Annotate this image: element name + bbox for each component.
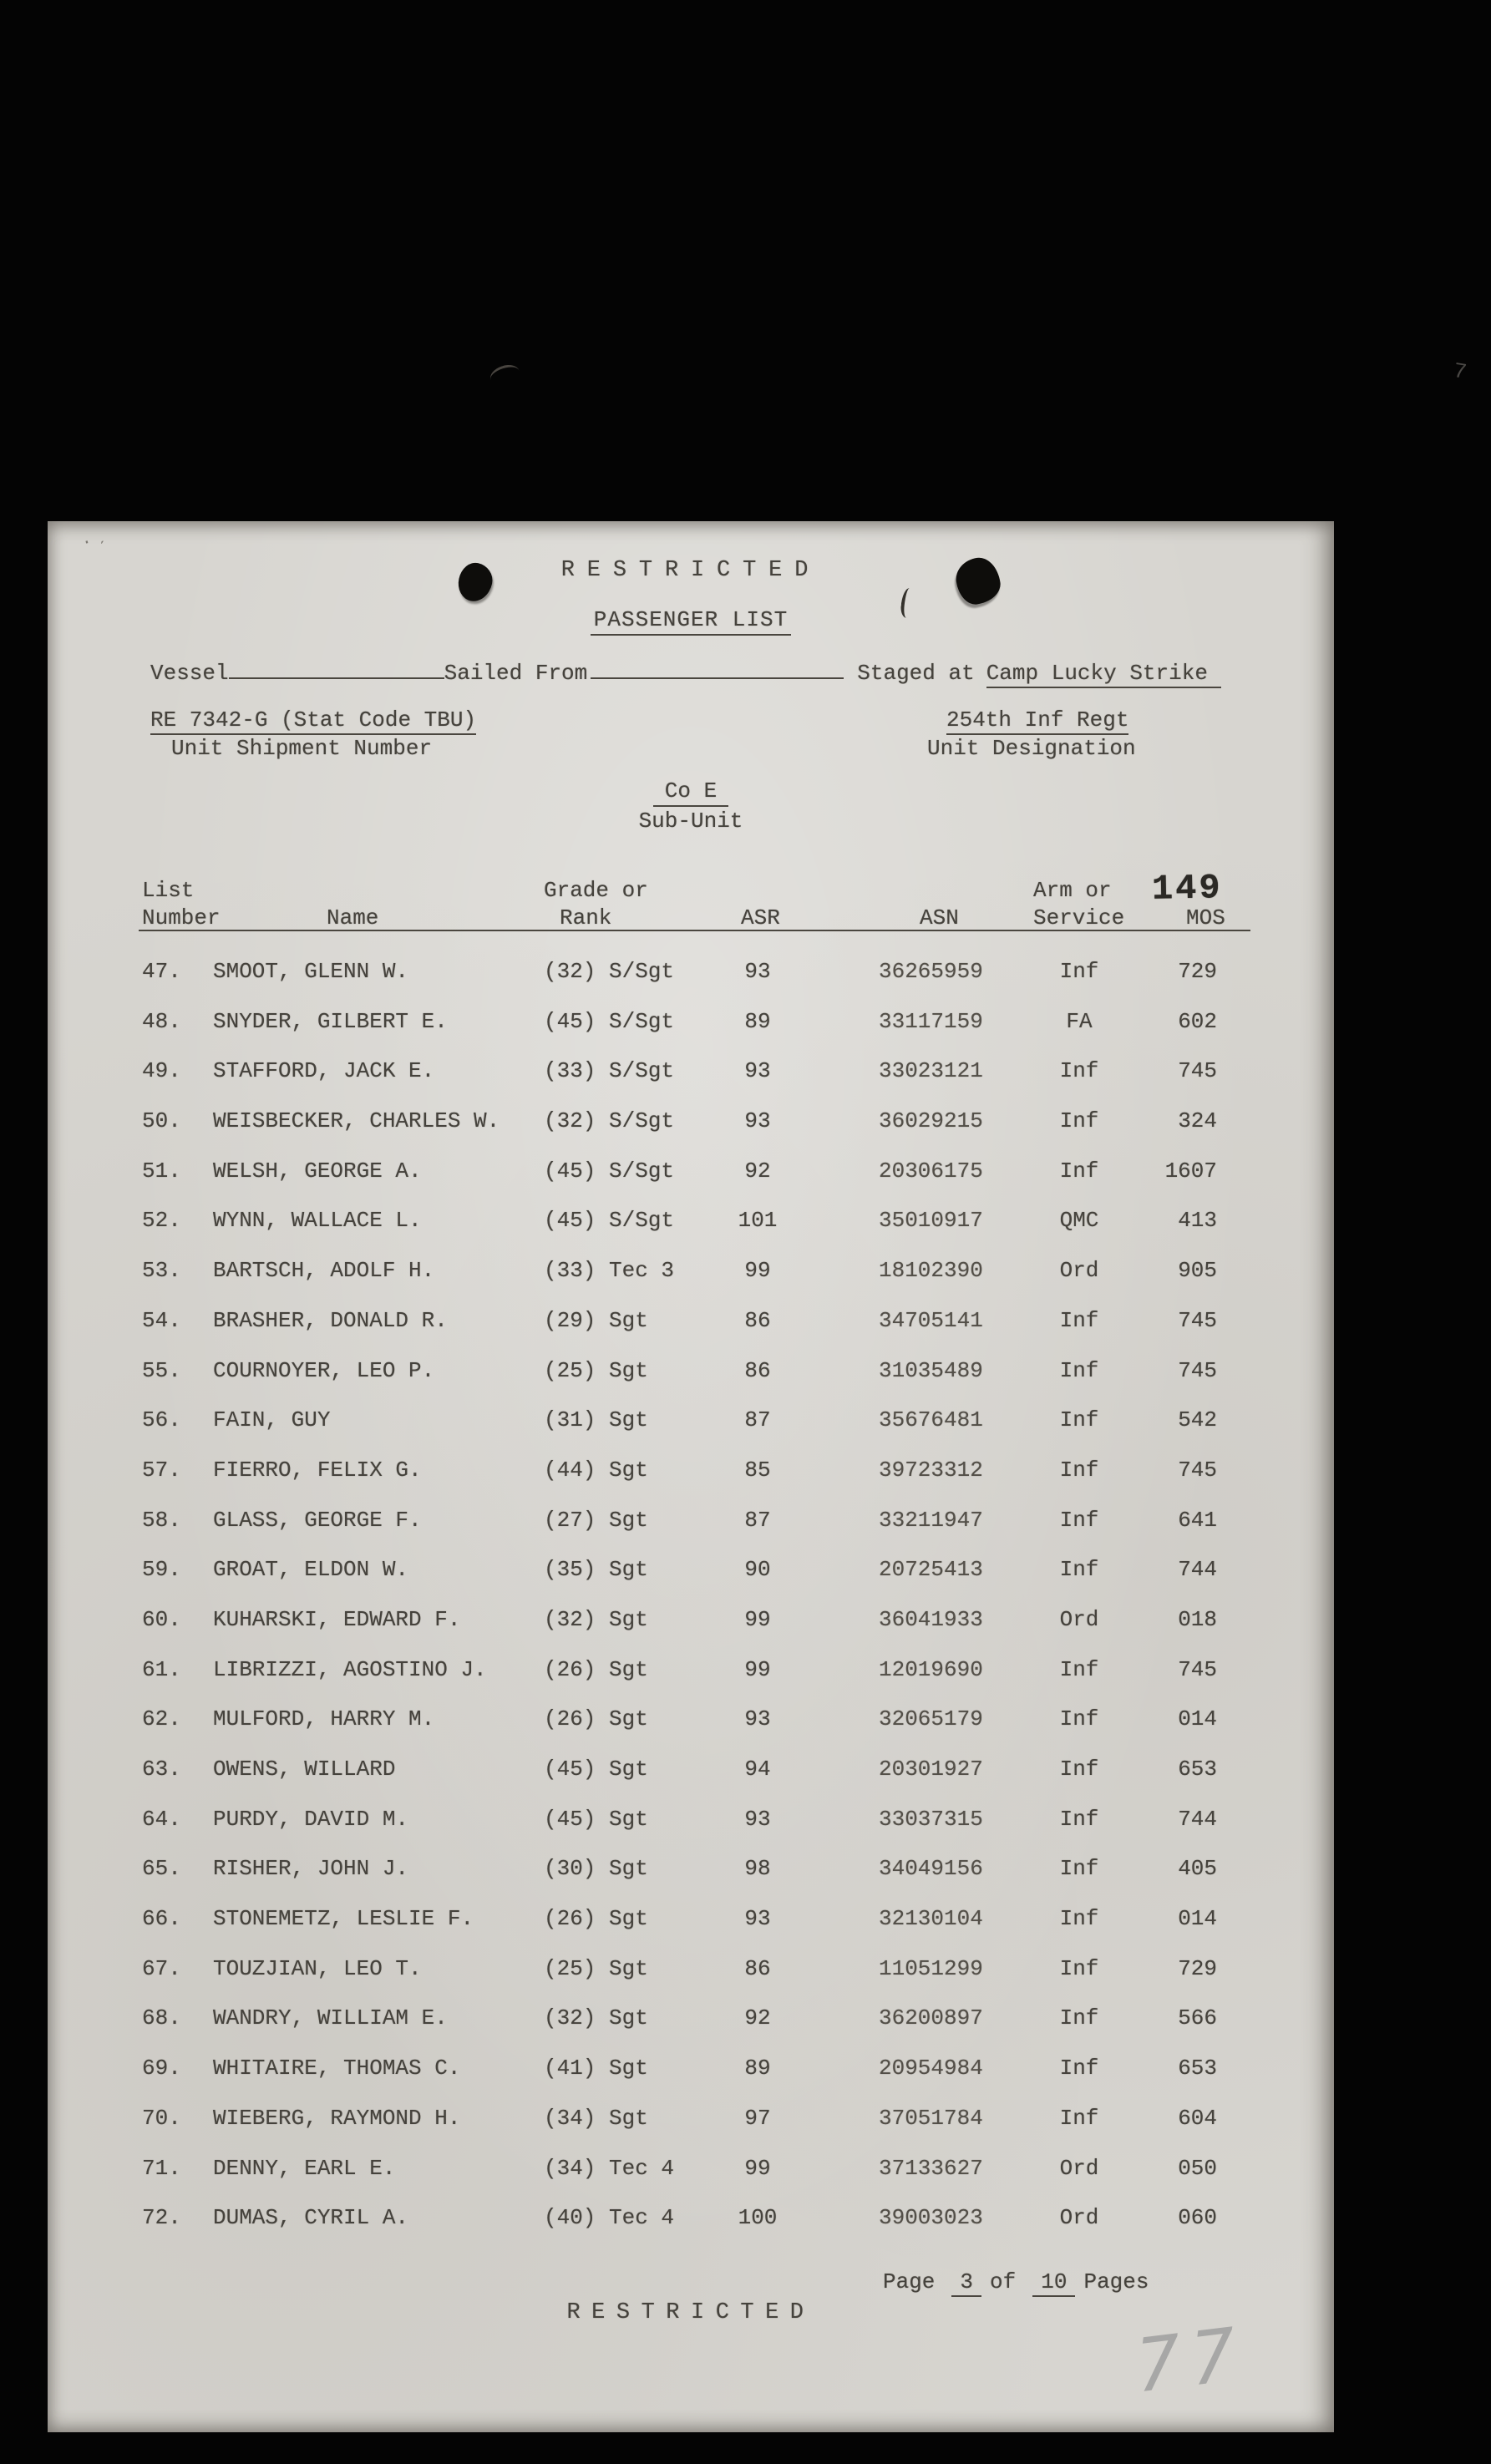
row-mos: 014 <box>1178 1706 1217 1732</box>
table-row <box>48 1701 1334 1752</box>
row-grade-rank: (45) Sgt <box>544 1806 648 1832</box>
row-asn: 39003023 <box>879 2205 983 2231</box>
row-asn: 39723312 <box>879 1457 983 1483</box>
table-row <box>48 954 1334 1004</box>
staged-at-label: Staged at <box>857 661 975 686</box>
row-name: LIBRIZZI, AGOSTINO J. <box>213 1656 487 1682</box>
header-number: Number <box>142 905 221 930</box>
row-list-number: 71. <box>142 2155 181 2181</box>
sailed-from-label: Sailed From <box>444 661 588 686</box>
row-asr: 87 <box>744 1407 771 1433</box>
row-asn: 34705141 <box>879 1307 983 1333</box>
row-grade-rank: (31) Sgt <box>544 1407 648 1433</box>
row-asr: 99 <box>744 1258 771 1284</box>
unit-designation-label: Unit Designation <box>927 736 1136 761</box>
row-mos: 641 <box>1178 1507 1217 1533</box>
total-pages: 10 <box>1032 2269 1075 2297</box>
row-arm-service: Inf <box>1059 1457 1099 1483</box>
row-arm-service: Inf <box>1059 1108 1099 1134</box>
vessel-line <box>150 659 1221 686</box>
row-arm-service: Inf <box>1059 1706 1099 1732</box>
row-asr: 85 <box>744 1457 771 1483</box>
row-asr: 92 <box>744 2005 771 2031</box>
row-asr: 89 <box>744 1008 771 1034</box>
row-list-number: 67. <box>142 1955 181 1981</box>
row-name: COURNOYER, LEO P. <box>213 1357 435 1383</box>
row-grade-rank: (45) Sgt <box>544 1757 648 1782</box>
table-row <box>48 2200 1334 2250</box>
row-asr: 87 <box>744 1507 771 1533</box>
row-asr: 101 <box>738 1208 778 1234</box>
row-mos: 542 <box>1178 1407 1217 1433</box>
document-title: PASSENGER LIST <box>591 607 791 636</box>
row-arm-service: Inf <box>1059 1757 1099 1782</box>
row-grade-rank: (32) Sgt <box>544 2005 648 2031</box>
page-label: Page <box>883 2269 936 2294</box>
row-name: RISHER, JOHN J. <box>213 1856 409 1882</box>
row-mos: 905 <box>1178 1258 1217 1284</box>
page-number: 3 <box>951 2269 981 2297</box>
stamp-number: 149 <box>1151 868 1224 910</box>
row-mos: 729 <box>1178 1955 1217 1981</box>
row-mos: 050 <box>1178 2155 1217 2181</box>
row-list-number: 62. <box>142 1706 181 1732</box>
row-arm-service: Ord <box>1059 1606 1099 1632</box>
row-asn: 37051784 <box>879 2105 983 2131</box>
row-asn: 20725413 <box>879 1557 983 1583</box>
row-asn: 33037315 <box>879 1806 983 1832</box>
table-row <box>48 1652 1334 1702</box>
row-grade-rank: (45) S/Sgt <box>544 1158 675 1184</box>
row-name: WEISBECKER, CHARLES W. <box>213 1108 500 1134</box>
row-list-number: 52. <box>142 1208 181 1234</box>
row-grade-rank: (33) S/Sgt <box>544 1058 675 1084</box>
row-asr: 86 <box>744 1955 771 1981</box>
header-mos: MOS <box>1186 905 1225 930</box>
row-asn: 18102390 <box>879 1258 983 1284</box>
row-grade-rank: (32) S/Sgt <box>544 1108 675 1134</box>
row-grade-rank: (45) S/Sgt <box>544 1208 675 1234</box>
table-row <box>48 1802 1334 1852</box>
table-row <box>48 1103 1334 1153</box>
row-asr: 99 <box>744 1606 771 1632</box>
row-name: FIERRO, FELIX G. <box>213 1457 422 1483</box>
row-list-number: 47. <box>142 959 181 984</box>
row-arm-service: FA <box>1066 1008 1093 1034</box>
row-asr: 98 <box>744 1856 771 1882</box>
row-asn: 36041933 <box>879 1606 983 1632</box>
row-mos: 060 <box>1178 2205 1217 2231</box>
row-asn: 35676481 <box>879 1407 983 1433</box>
row-name: WHITAIRE, THOMAS C. <box>213 2056 461 2081</box>
table-row <box>48 1951 1334 2001</box>
row-arm-service: Inf <box>1059 1357 1099 1383</box>
vessel-label: Vessel <box>150 661 229 686</box>
row-grade-rank: (25) Sgt <box>544 1357 648 1383</box>
unit-designation-text: 254th Inf Regt <box>946 707 1128 735</box>
row-asr: 93 <box>744 1108 771 1134</box>
table-row <box>48 1004 1334 1054</box>
table-row <box>48 1503 1334 1553</box>
unit-shipment-number-text: RE 7342-G (Stat Code TBU) <box>150 707 476 735</box>
row-asn: 32130104 <box>879 1906 983 1932</box>
document-page <box>48 521 1334 2432</box>
unit-shipment-number-label: Unit Shipment Number <box>171 736 433 761</box>
row-arm-service: Inf <box>1059 2105 1099 2131</box>
table-row <box>48 1153 1334 1204</box>
row-mos: 566 <box>1178 2005 1217 2031</box>
row-list-number: 61. <box>142 1656 181 1682</box>
row-list-number: 64. <box>142 1806 181 1832</box>
row-asr: 90 <box>744 1557 771 1583</box>
row-name: TOUZJIAN, LEO T. <box>213 1955 422 1981</box>
row-name: DUMAS, CYRIL A. <box>213 2205 409 2231</box>
header-name: Name <box>327 905 379 930</box>
row-mos: 744 <box>1178 1557 1217 1583</box>
row-name: STAFFORD, JACK E. <box>213 1058 435 1084</box>
row-grade-rank: (26) Sgt <box>544 1906 648 1932</box>
table-row <box>48 2151 1334 2201</box>
sailed-from-blank-field <box>591 659 844 679</box>
row-name: GLASS, GEORGE F. <box>213 1507 422 1533</box>
row-name: OWENS, WILLARD <box>213 1757 396 1782</box>
row-list-number: 55. <box>142 1357 181 1383</box>
row-list-number: 60. <box>142 1606 181 1632</box>
roster-table-header <box>139 878 1250 931</box>
row-list-number: 72. <box>142 2205 181 2231</box>
table-row <box>48 1453 1334 1503</box>
row-grade-rank: (34) Tec 4 <box>544 2155 675 2181</box>
staged-at-value: Camp Lucky Strike <box>986 661 1221 688</box>
row-arm-service: Ord <box>1059 2155 1099 2181</box>
classification-banner-bottom: RESTRICTED <box>566 2300 815 2325</box>
row-name: PURDY, DAVID M. <box>213 1806 409 1832</box>
row-list-number: 49. <box>142 1058 181 1084</box>
row-list-number: 66. <box>142 1906 181 1932</box>
row-grade-rank: (33) Tec 3 <box>544 1258 675 1284</box>
row-name: WIEBERG, RAYMOND H. <box>213 2105 461 2131</box>
table-row <box>48 1203 1334 1253</box>
table-row <box>48 1053 1334 1103</box>
row-asr: 92 <box>744 1158 771 1184</box>
row-asr: 100 <box>738 2205 778 2231</box>
header-rank: Rank <box>560 905 612 930</box>
table-row <box>48 1752 1334 1802</box>
table-row <box>48 1402 1334 1453</box>
row-mos: 604 <box>1178 2105 1217 2131</box>
table-row <box>48 1602 1334 1652</box>
scan-artifact-squiggle <box>488 362 520 382</box>
row-asn: 20954984 <box>879 2056 983 2081</box>
row-name: BRASHER, DONALD R. <box>213 1307 448 1333</box>
row-asr: 94 <box>744 1757 771 1782</box>
row-name: MULFORD, HARRY M. <box>213 1706 435 1732</box>
row-grade-rank: (45) S/Sgt <box>544 1008 675 1034</box>
row-mos: 018 <box>1178 1606 1217 1632</box>
row-asn: 33211947 <box>879 1507 983 1533</box>
row-asn: 12019690 <box>879 1656 983 1682</box>
row-list-number: 63. <box>142 1757 181 1782</box>
row-mos: 745 <box>1178 1656 1217 1682</box>
row-mos: 744 <box>1178 1806 1217 1832</box>
row-asn: 32065179 <box>879 1706 983 1732</box>
row-asn: 36265959 <box>879 959 983 984</box>
row-arm-service: Ord <box>1059 2205 1099 2231</box>
roster-rows <box>48 954 1334 2250</box>
row-grade-rank: (30) Sgt <box>544 1856 648 1882</box>
row-list-number: 65. <box>142 1856 181 1882</box>
header-arm-or: Arm or <box>1033 878 1112 903</box>
sub-unit-value-wrap <box>48 778 1334 804</box>
page-footer <box>883 2269 1149 2294</box>
row-asr: 99 <box>744 2155 771 2181</box>
row-asn: 36200897 <box>879 2005 983 2031</box>
row-grade-rank: (32) Sgt <box>544 1606 648 1632</box>
row-arm-service: Inf <box>1059 1856 1099 1882</box>
row-name: DENNY, EARL E. <box>213 2155 396 2181</box>
row-arm-service: QMC <box>1059 1208 1099 1234</box>
table-row <box>48 2000 1334 2051</box>
row-name: WANDRY, WILLIAM E. <box>213 2005 448 2031</box>
row-asn: 35010917 <box>879 1208 983 1234</box>
row-name: KUHARSKI, EDWARD F. <box>213 1606 461 1632</box>
pen-mark-edge: .ˏ <box>79 525 114 550</box>
row-arm-service: Inf <box>1059 959 1099 984</box>
unit-designation-value <box>946 707 1128 733</box>
row-list-number: 50. <box>142 1108 181 1134</box>
row-name: WELSH, GEORGE A. <box>213 1158 422 1184</box>
row-mos: 324 <box>1178 1108 1217 1134</box>
row-mos: 745 <box>1178 1058 1217 1084</box>
row-name: FAIN, GUY <box>213 1407 331 1433</box>
row-list-number: 48. <box>142 1008 181 1034</box>
row-mos: 745 <box>1178 1307 1217 1333</box>
header-list: List <box>142 878 195 903</box>
document-title-wrap <box>48 607 1334 632</box>
row-grade-rank: (35) Sgt <box>544 1557 648 1583</box>
table-row <box>48 1552 1334 1602</box>
pages-label: Pages <box>1083 2269 1149 2294</box>
row-arm-service: Inf <box>1059 1906 1099 1932</box>
row-list-number: 56. <box>142 1407 181 1433</box>
row-grade-rank: (26) Sgt <box>544 1656 648 1682</box>
vessel-blank-field <box>229 659 444 679</box>
row-asr: 93 <box>744 1906 771 1932</box>
sub-unit-value: Co E <box>653 778 728 807</box>
row-list-number: 59. <box>142 1557 181 1583</box>
row-mos: 405 <box>1178 1856 1217 1882</box>
row-asr: 86 <box>744 1357 771 1383</box>
header-grade-or: Grade or <box>544 878 648 903</box>
scan-artifact-mark: 7 <box>1451 357 1468 386</box>
row-mos: 1607 <box>1164 1158 1217 1184</box>
row-grade-rank: (25) Sgt <box>544 1955 648 1981</box>
row-asr: 93 <box>744 959 771 984</box>
row-asn: 36029215 <box>879 1108 983 1134</box>
row-name: GROAT, ELDON W. <box>213 1557 409 1583</box>
row-asn: 34049156 <box>879 1856 983 1882</box>
of-label: of <box>990 2269 1017 2294</box>
row-asr: 93 <box>744 1806 771 1832</box>
row-grade-rank: (26) Sgt <box>544 1706 648 1732</box>
row-name: SNYDER, GILBERT E. <box>213 1008 448 1034</box>
table-row <box>48 1353 1334 1403</box>
row-arm-service: Inf <box>1059 1407 1099 1433</box>
row-asr: 89 <box>744 2056 771 2081</box>
classification-banner-top: RESTRICTED <box>560 558 821 583</box>
row-arm-service: Inf <box>1059 1158 1099 1184</box>
row-list-number: 68. <box>142 2005 181 2031</box>
row-arm-service: Inf <box>1059 1307 1099 1333</box>
table-row <box>48 2051 1334 2101</box>
row-grade-rank: (44) Sgt <box>544 1457 648 1483</box>
row-mos: 653 <box>1178 2056 1217 2081</box>
row-asn: 20306175 <box>879 1158 983 1184</box>
row-asr: 93 <box>744 1706 771 1732</box>
row-list-number: 51. <box>142 1158 181 1184</box>
row-name: SMOOT, GLENN W. <box>213 959 409 984</box>
row-asr: 93 <box>744 1058 771 1084</box>
row-mos: 602 <box>1178 1008 1217 1034</box>
row-grade-rank: (29) Sgt <box>544 1307 648 1333</box>
row-name: WYNN, WALLACE L. <box>213 1208 422 1234</box>
row-grade-rank: (41) Sgt <box>544 2056 648 2081</box>
header-service: Service <box>1033 905 1125 930</box>
row-asn: 31035489 <box>879 1357 983 1383</box>
row-list-number: 54. <box>142 1307 181 1333</box>
row-arm-service: Inf <box>1059 2005 1099 2031</box>
row-asr: 86 <box>744 1307 771 1333</box>
row-list-number: 58. <box>142 1507 181 1533</box>
row-asn: 37133627 <box>879 2155 983 2181</box>
row-asn: 11051299 <box>879 1955 983 1981</box>
header-asr: ASR <box>741 905 780 930</box>
row-list-number: 70. <box>142 2105 181 2131</box>
unit-shipment-number-value <box>150 707 476 733</box>
table-row <box>48 2101 1334 2151</box>
row-arm-service: Inf <box>1059 1507 1099 1533</box>
row-asn: 33117159 <box>879 1008 983 1034</box>
row-list-number: 69. <box>142 2056 181 2081</box>
row-asr: 97 <box>744 2105 771 2131</box>
header-asn: ASN <box>920 905 959 930</box>
row-grade-rank: (34) Sgt <box>544 2105 648 2131</box>
sub-unit-label: Sub-Unit <box>638 809 743 834</box>
row-name: BARTSCH, ADOLF H. <box>213 1258 435 1284</box>
row-arm-service: Inf <box>1059 1656 1099 1682</box>
handwritten-page-number: 77 <box>1128 2309 1249 2411</box>
row-mos: 014 <box>1178 1906 1217 1932</box>
row-arm-service: Inf <box>1059 1557 1099 1583</box>
row-mos: 413 <box>1178 1208 1217 1234</box>
row-arm-service: Inf <box>1059 1806 1099 1832</box>
row-mos: 745 <box>1178 1357 1217 1383</box>
row-asn: 20301927 <box>879 1757 983 1782</box>
row-mos: 729 <box>1178 959 1217 984</box>
table-row <box>48 1901 1334 1951</box>
row-grade-rank: (40) Tec 4 <box>544 2205 675 2231</box>
row-grade-rank: (32) S/Sgt <box>544 959 675 984</box>
row-mos: 745 <box>1178 1457 1217 1483</box>
row-asn: 33023121 <box>879 1058 983 1084</box>
row-arm-service: Ord <box>1059 1258 1099 1284</box>
table-row <box>48 1253 1334 1303</box>
row-arm-service: Inf <box>1059 1058 1099 1084</box>
row-mos: 653 <box>1178 1757 1217 1782</box>
row-asr: 99 <box>744 1656 771 1682</box>
table-row <box>48 1851 1334 1901</box>
row-grade-rank: (27) Sgt <box>544 1507 648 1533</box>
row-arm-service: Inf <box>1059 2056 1099 2081</box>
row-list-number: 57. <box>142 1457 181 1483</box>
row-list-number: 53. <box>142 1258 181 1284</box>
table-row <box>48 1303 1334 1353</box>
row-arm-service: Inf <box>1059 1955 1099 1981</box>
row-name: STONEMETZ, LESLIE F. <box>213 1906 474 1932</box>
